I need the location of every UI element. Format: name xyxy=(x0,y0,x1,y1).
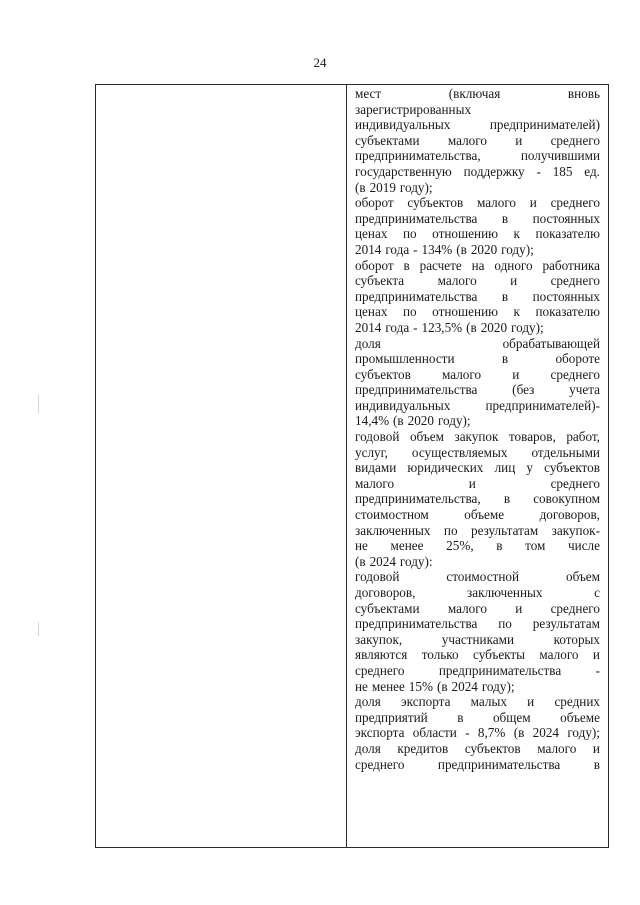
word: 2020 xyxy=(407,413,434,429)
word: среднего xyxy=(550,600,600,616)
word: малого xyxy=(442,366,482,382)
word: субъектов xyxy=(407,195,464,211)
text-line xyxy=(355,476,600,492)
word: в xyxy=(496,538,503,554)
word: и xyxy=(592,647,600,663)
document-table xyxy=(95,84,609,848)
word: - xyxy=(413,319,418,335)
word: оборот xyxy=(355,195,394,211)
word: (в xyxy=(513,725,525,741)
word: по xyxy=(443,522,458,538)
word: в xyxy=(501,351,509,367)
word: работника xyxy=(542,257,600,273)
word: совокупном xyxy=(533,491,600,507)
text-line xyxy=(355,507,600,523)
word: субъекты xyxy=(473,647,526,663)
text-line xyxy=(355,554,600,570)
word: - xyxy=(536,163,541,179)
word: в xyxy=(457,709,464,725)
word: среднего xyxy=(550,195,600,211)
word: промышленности xyxy=(355,351,455,367)
text-line xyxy=(355,382,600,398)
word: в xyxy=(403,257,410,273)
text-line xyxy=(355,351,600,367)
word: предпринимателей)- xyxy=(485,397,600,413)
text-line xyxy=(355,86,600,102)
word: (в xyxy=(466,319,477,335)
word: экспорта xyxy=(355,725,405,741)
word: которых xyxy=(553,631,600,647)
text-line xyxy=(355,632,600,648)
text-line xyxy=(355,413,600,429)
word: субъектов xyxy=(464,740,521,756)
text-line xyxy=(355,694,600,710)
word: не xyxy=(355,678,368,694)
word: предпринимательства, xyxy=(355,148,481,164)
word: малого xyxy=(447,132,487,148)
word: закупок- xyxy=(551,522,600,538)
word: субъектами xyxy=(355,132,420,148)
text-line xyxy=(355,211,600,227)
word: расчете xyxy=(419,257,462,273)
word: и xyxy=(468,475,476,491)
text-line xyxy=(355,616,600,632)
word: участниками xyxy=(441,631,515,647)
word: зарегистрированных xyxy=(355,101,472,117)
word: отдельными xyxy=(531,444,600,460)
word: (в xyxy=(355,179,366,195)
word: среднего xyxy=(550,475,600,491)
word: области xyxy=(412,725,457,741)
text-line xyxy=(355,195,600,211)
word: 2020 xyxy=(470,241,498,257)
word: учета xyxy=(569,382,600,398)
word: доля xyxy=(355,740,381,756)
text-line xyxy=(355,725,600,741)
text-line xyxy=(355,304,600,320)
text-line xyxy=(355,148,600,164)
text-line xyxy=(355,320,600,336)
word: только xyxy=(421,647,459,663)
text-line xyxy=(355,445,600,461)
word: государственную xyxy=(355,163,452,179)
word: отношению xyxy=(432,304,498,320)
word: году); xyxy=(511,319,544,335)
word: стоимостном xyxy=(355,507,429,523)
text-line xyxy=(355,367,600,383)
word: году): xyxy=(399,553,433,569)
word: экспорта xyxy=(401,694,451,710)
word: году); xyxy=(481,678,515,694)
word: средних xyxy=(554,694,600,710)
word: 2024 xyxy=(451,678,478,694)
text-line xyxy=(355,710,600,726)
word: среднего xyxy=(355,756,405,772)
word: закупок xyxy=(454,429,499,445)
word: - xyxy=(595,662,600,678)
column-divider xyxy=(346,85,347,847)
page-number: 24 xyxy=(313,55,327,70)
word: 134% xyxy=(421,241,453,257)
word: предпринимательства xyxy=(355,616,478,632)
word: у xyxy=(526,460,534,476)
word: среднего xyxy=(550,366,600,382)
word: предпринимательства xyxy=(438,662,562,678)
word: к xyxy=(513,226,520,242)
word: результатам xyxy=(532,616,600,632)
word: (в xyxy=(393,413,404,429)
word: услуг, xyxy=(355,444,388,460)
word: году); xyxy=(567,725,600,741)
text-line xyxy=(355,117,600,133)
word: - xyxy=(413,241,418,257)
word: 14,4% xyxy=(355,413,390,429)
word: в xyxy=(503,491,511,507)
word: предпринимательства xyxy=(355,288,478,304)
text-line xyxy=(355,258,600,274)
word: числе xyxy=(568,538,600,554)
word: мест xyxy=(355,86,382,101)
word: году); xyxy=(501,241,534,257)
word: осуществляемых xyxy=(411,444,508,460)
word: 185 xyxy=(552,163,573,179)
word: 2024 xyxy=(369,553,396,569)
word: товаров, xyxy=(508,429,556,445)
word: субъектов xyxy=(355,366,411,382)
word: 15% xyxy=(408,678,433,694)
word: малого xyxy=(539,647,579,663)
word: 123,5% xyxy=(421,319,463,335)
scan-mark xyxy=(38,395,39,413)
word: малого xyxy=(476,195,517,211)
word: договоров, xyxy=(355,585,416,600)
word: (в xyxy=(456,241,467,257)
text-line xyxy=(355,569,600,585)
word: среднего xyxy=(550,273,600,289)
word: индивидуальных xyxy=(355,117,451,133)
word: с xyxy=(594,585,600,600)
word: 2014 xyxy=(355,241,382,257)
text-line xyxy=(355,741,600,757)
word: малых xyxy=(470,694,507,710)
text-line xyxy=(355,102,600,118)
text-line xyxy=(355,460,600,476)
word: ед. xyxy=(584,163,600,179)
text-line xyxy=(355,180,600,196)
word: в xyxy=(501,288,509,304)
word: в xyxy=(593,756,600,772)
word: - xyxy=(465,725,470,741)
word: по xyxy=(402,226,417,242)
word: поддержку xyxy=(463,163,525,179)
word: работ, xyxy=(566,429,600,445)
word: малого xyxy=(537,740,577,756)
word: предпринимательства xyxy=(437,756,561,772)
word: (в xyxy=(355,553,366,569)
word: менее xyxy=(390,538,424,554)
word: юридических xyxy=(407,460,484,476)
word: объеме xyxy=(464,507,505,523)
word: общем xyxy=(492,709,531,725)
word: и xyxy=(515,132,523,148)
word: по xyxy=(498,616,512,632)
word: кредитов xyxy=(397,740,449,756)
word: оборот xyxy=(355,257,394,273)
word: году); xyxy=(399,179,433,195)
word: субъектов xyxy=(544,460,600,476)
word: лиц xyxy=(494,460,516,476)
word: доля xyxy=(355,335,381,351)
word: показателю xyxy=(535,226,600,242)
word: закупок, xyxy=(355,631,403,647)
text-line xyxy=(355,491,600,507)
word: среднего xyxy=(550,132,600,148)
word: объем xyxy=(565,569,600,585)
word: субъекта xyxy=(355,273,405,289)
word: менее xyxy=(371,678,405,694)
word: доля xyxy=(355,694,381,710)
word: показателю xyxy=(535,304,600,320)
word: и xyxy=(529,195,537,211)
text-line xyxy=(355,679,600,695)
word: обрабатывающей xyxy=(502,335,600,351)
left-empty-cell xyxy=(96,85,346,847)
word: и xyxy=(510,273,518,289)
word: предпринимателей) xyxy=(489,117,600,133)
word: заключенных xyxy=(355,522,431,538)
word: годовой xyxy=(355,429,400,445)
word: и xyxy=(512,366,520,382)
word: (в xyxy=(436,678,448,694)
word: года xyxy=(385,241,410,257)
word: вновь xyxy=(567,86,600,101)
word: получившими xyxy=(520,148,600,164)
word: отношению xyxy=(432,226,498,242)
word: к xyxy=(513,304,520,320)
word: одного xyxy=(494,257,533,273)
word: предпринимательства xyxy=(355,210,478,226)
word: том xyxy=(525,538,546,554)
right-text-cell xyxy=(355,86,600,772)
word: по xyxy=(402,304,417,320)
word: и xyxy=(527,694,535,710)
word: результатам xyxy=(471,522,539,538)
word: годовой xyxy=(355,569,400,585)
word: предприятий xyxy=(355,709,428,725)
word: малого xyxy=(355,475,395,491)
word: объем xyxy=(409,429,444,445)
word: (без xyxy=(512,382,535,398)
word: 2024 xyxy=(532,725,559,741)
word: предпринимательства xyxy=(355,382,478,398)
text-line xyxy=(355,601,600,617)
word: году); xyxy=(437,413,471,429)
word: договоров, xyxy=(539,507,600,523)
text-line xyxy=(355,429,600,445)
word: постоянных xyxy=(532,210,600,226)
word: 2014 xyxy=(355,319,382,335)
word: 2019 xyxy=(369,179,396,195)
text-line xyxy=(355,289,600,305)
text-line xyxy=(355,757,600,773)
text-line xyxy=(355,523,600,539)
word: 2020 xyxy=(480,319,508,335)
word: предпринимательства, xyxy=(355,491,481,507)
text-line xyxy=(355,242,600,258)
word: и xyxy=(592,740,600,756)
word: субъектами xyxy=(355,600,420,616)
word: ценах xyxy=(355,226,388,242)
word: ценах xyxy=(355,304,388,320)
text-line xyxy=(355,164,600,180)
text-line xyxy=(355,226,600,242)
word: и xyxy=(515,600,523,616)
text-line xyxy=(355,273,600,289)
word: 25%, xyxy=(446,538,474,554)
text-line xyxy=(355,647,600,663)
text-line xyxy=(355,336,600,352)
word: малого xyxy=(447,600,487,616)
text-line xyxy=(355,538,600,554)
word: года xyxy=(385,319,410,335)
text-line xyxy=(355,663,600,679)
word: заключенных xyxy=(467,585,543,600)
word: 8,7% xyxy=(477,725,506,741)
word: среднего xyxy=(355,662,405,678)
word: стоимостной xyxy=(446,569,520,585)
word: индивидуальных xyxy=(355,397,451,413)
text-line xyxy=(355,398,600,414)
word: обороте xyxy=(555,351,600,367)
word: на xyxy=(471,257,485,273)
word: не xyxy=(355,538,368,554)
text-line xyxy=(355,133,600,149)
word: видами xyxy=(355,460,397,476)
text-line xyxy=(355,585,600,601)
word: (включая xyxy=(448,86,501,101)
word: малого xyxy=(437,273,477,289)
word: в xyxy=(501,210,509,226)
scan-mark xyxy=(38,622,39,636)
word: являются xyxy=(355,647,408,663)
word: постоянных xyxy=(532,288,600,304)
word: объеме xyxy=(560,709,600,725)
